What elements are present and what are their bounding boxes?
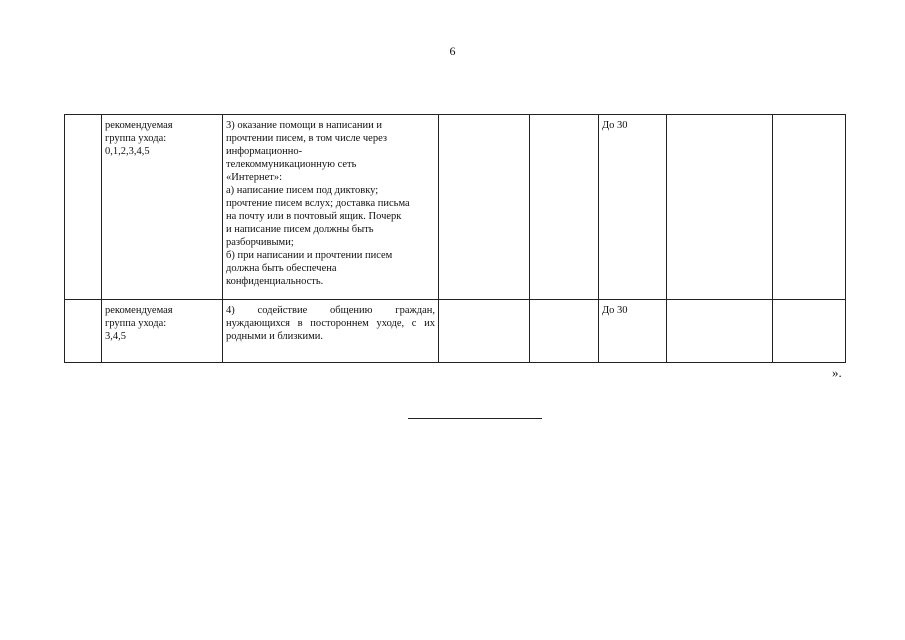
services-table — [64, 114, 846, 363]
empty-cell — [667, 115, 773, 300]
care-group-cell: рекомендуемая группа ухода: 3,4,5 — [102, 300, 223, 363]
empty-cell — [773, 300, 846, 363]
empty-cell — [439, 115, 530, 300]
empty-cell — [530, 115, 599, 300]
care-group-cell: рекомендуемая группа ухода: 0,1,2,3,4,5 — [102, 115, 223, 300]
table-row — [65, 115, 846, 300]
service-description-cell: 4) содействие общению граждан, нуждающихся в постороннем уходе, с их родными и близкими. — [223, 300, 439, 363]
empty-cell — [667, 300, 773, 363]
duration-cell: До 30 — [599, 115, 667, 300]
divider-line — [408, 418, 542, 419]
row-number-cell — [65, 115, 102, 300]
empty-cell — [773, 115, 846, 300]
table-row — [65, 300, 846, 363]
empty-cell — [439, 300, 530, 363]
empty-cell — [530, 300, 599, 363]
closing-quote-mark: ». — [832, 365, 842, 380]
row-number-cell — [65, 300, 102, 363]
service-description-cell: 3) оказание помощи в написании и прочтении писем, в том числе через информационно- телекоммуникационную сеть «Интернет»: а) написание писем под диктовку; прочтение писем вслух; доставка письма на почту или в почтовый ящик. Почерк и написание писем должны быть разборчивыми; б) при написании и прочтении писем должна быть обеспечена конфиденциальность. — [223, 115, 439, 300]
duration-cell: До 30 — [599, 300, 667, 363]
page-number: 6 — [449, 44, 456, 58]
